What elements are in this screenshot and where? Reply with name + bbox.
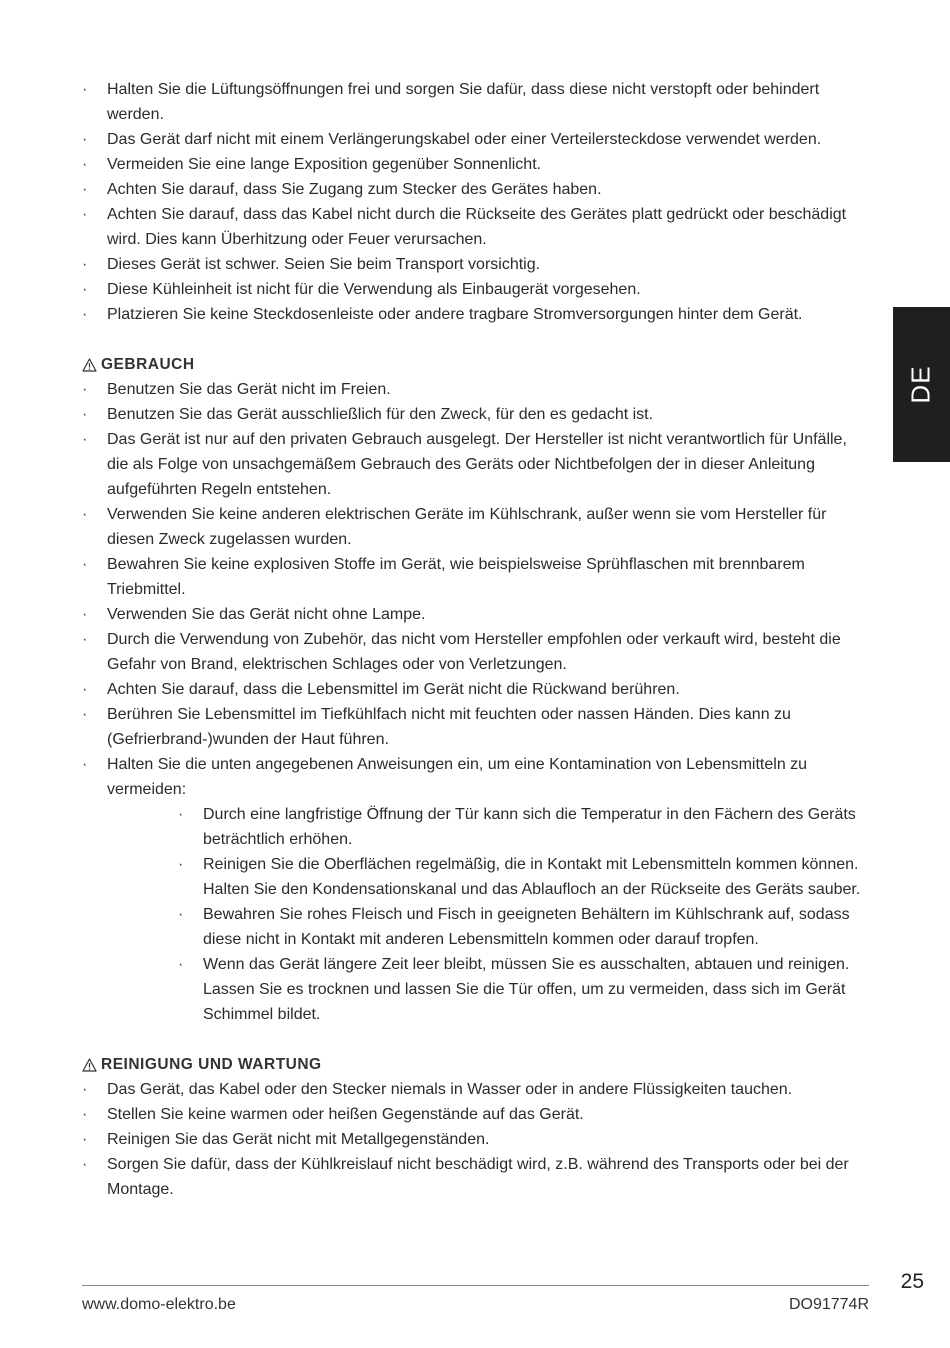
gebrauch-heading <box>82 352 872 377</box>
language-tab <box>893 307 950 462</box>
page-number: 25 <box>900 1270 924 1293</box>
list-item <box>82 552 872 602</box>
list-item-text: Verwenden Sie keine anderen elektrischen Geräte im Kühlschrank, außer wenn sie vom Hersteller für diesen Zweck zugelassen wurden. <box>107 506 827 548</box>
list-item <box>82 377 872 402</box>
list-item-text: Das Gerät ist nur auf den privaten Gebrauch ausgelegt. Der Hersteller ist nicht verantwortlich für Unfälle, die als Folge von unsachgemäßem Gebrauch des Geräts oder Nichtbefolgen der in dieser Anleitung aufgeführten Regeln entstehen. <box>107 431 847 498</box>
list-item-text: Platzieren Sie keine Steckdosenleiste oder andere tragbare Stromversorgungen hinter dem Gerät. <box>107 306 803 323</box>
list-item-text: Bewahren Sie rohes Fleisch und Fisch in geeigneten Behältern im Kühlschrank auf, sodass diese nicht in Kontakt mit anderen Lebensmitteln kommen oder darauf tropfen. <box>203 906 850 948</box>
list-item-text: Reinigen Sie das Gerät nicht mit Metallgegenständen. <box>107 1131 490 1148</box>
reinigung-list <box>82 1077 872 1202</box>
bullet-marker: · <box>82 1156 88 1173</box>
bullet-marker: · <box>82 181 88 198</box>
gebrauch-sub-list <box>82 802 872 1027</box>
bullet-marker: · <box>178 906 184 923</box>
bullet-marker: · <box>82 1081 88 1098</box>
list-item <box>82 602 872 627</box>
list-item <box>82 1127 872 1152</box>
list-item-text: Achten Sie darauf, dass das Kabel nicht durch die Rückseite des Gerätes platt gedrückt oder beschädigt wird. Dies kann Überhitzung oder Feuer verursachen. <box>107 206 847 248</box>
list-item-text: Dieses Gerät ist schwer. Seien Sie beim Transport vorsichtig. <box>107 256 541 273</box>
list-item <box>82 1102 872 1127</box>
list-item-text: Das Gerät darf nicht mit einem Verlängerungskabel oder einer Verteilersteckdose verwendet werden. <box>107 131 822 148</box>
list-item-text: Benutzen Sie das Gerät ausschließlich für den Zweck, für den es gedacht ist. <box>107 406 654 423</box>
footer-url: www.domo-elektro.be <box>82 1296 236 1313</box>
bullet-marker: · <box>82 156 88 173</box>
list-item-text: Reinigen Sie die Oberflächen regelmäßig, die in Kontakt mit Lebensmitteln kommen können. Halten Sie den Kondensationskanal und das Ablaufloch an der Rückseite des Geräts sauber. <box>203 856 861 898</box>
bullet-marker: · <box>82 281 88 298</box>
list-item-text: Verwenden Sie das Gerät nicht ohne Lampe. <box>107 606 426 623</box>
list-item <box>82 302 872 327</box>
list-item <box>178 802 872 852</box>
warning-triangle-icon <box>82 358 97 372</box>
bullet-marker: · <box>82 1106 88 1123</box>
bullet-marker: · <box>178 806 184 823</box>
list-item-text: Bewahren Sie keine explosiven Stoffe im Gerät, wie beispielsweise Sprühflaschen mit brennbarem Triebmittel. <box>107 556 805 598</box>
bullet-marker: · <box>178 956 184 973</box>
list-item-text: Halten Sie die Lüftungsöffnungen frei und sorgen Sie dafür, dass diese nicht verstopft oder behindert werden. <box>107 81 820 123</box>
list-item-text: Stellen Sie keine warmen oder heißen Gegenstände auf das Gerät. <box>107 1106 584 1123</box>
list-item <box>82 677 872 702</box>
reinigung-heading <box>82 1052 872 1077</box>
bullet-marker: · <box>82 506 88 523</box>
list-item <box>82 627 872 677</box>
bullet-marker: · <box>82 681 88 698</box>
list-item <box>82 152 872 177</box>
bullet-marker: · <box>82 81 88 98</box>
bullet-marker: · <box>82 756 88 773</box>
list-item <box>82 702 872 752</box>
list-item <box>82 252 872 277</box>
list-item <box>82 77 872 127</box>
footer-model-number: DO91774R <box>788 1296 869 1313</box>
list-item-text: Durch eine langfristige Öffnung der Tür kann sich die Temperatur in den Fächern des Geräts beträchtlich erhöhen. <box>203 806 856 848</box>
list-item-text: Achten Sie darauf, dass Sie Zugang zum Stecker des Gerätes haben. <box>107 181 602 198</box>
list-item <box>82 502 872 552</box>
bullet-marker: · <box>82 606 88 623</box>
list-item <box>178 902 872 952</box>
list-item <box>82 1152 872 1202</box>
list-item-text: Durch die Verwendung von Zubehör, das nicht vom Hersteller empfohlen oder verkauft wird, besteht die Gefahr von Brand, elektrischen Schlages oder von Verletzungen. <box>107 631 841 673</box>
bullet-marker: · <box>82 431 88 448</box>
bullet-marker: · <box>82 706 88 723</box>
list-item-text: Sorgen Sie dafür, dass der Kühlkreislauf nicht beschädigt wird, z.B. während des Transports oder bei der Montage. <box>107 1156 849 1198</box>
list-item-text: Halten Sie die unten angegebenen Anweisungen ein, um eine Kontamination von Lebensmitteln zu vermeiden: <box>107 756 808 798</box>
manual-content <box>82 77 872 1202</box>
list-item <box>82 177 872 202</box>
bullet-marker: · <box>82 631 88 648</box>
intro-list <box>82 77 872 327</box>
list-item-text: Vermeiden Sie eine lange Exposition gegenüber Sonnenlicht. <box>107 156 542 173</box>
gebrauch-list <box>82 377 872 802</box>
bullet-marker: · <box>82 1131 88 1148</box>
list-item-text: Achten Sie darauf, dass die Lebensmittel im Gerät nicht die Rückwand berühren. <box>107 681 680 698</box>
footer-divider <box>82 1285 869 1286</box>
list-item-text: Berühren Sie Lebensmittel im Tiefkühlfach nicht mit feuchten oder nassen Händen. Dies kann zu (Gefrierbrand-)wunden der Haut führen. <box>107 706 791 748</box>
list-item <box>82 1077 872 1102</box>
bullet-marker: · <box>82 306 88 323</box>
list-item <box>82 202 872 252</box>
bullet-marker: · <box>82 381 88 398</box>
list-item <box>178 952 872 1027</box>
list-item-text: Benutzen Sie das Gerät nicht im Freien. <box>107 381 391 398</box>
list-item <box>82 427 872 502</box>
bullet-marker: · <box>82 556 88 573</box>
list-item <box>82 127 872 152</box>
list-item-text: Diese Kühleinheit ist nicht für die Verwendung als Einbaugerät vorgesehen. <box>107 281 641 298</box>
list-item <box>82 402 872 427</box>
bullet-marker: · <box>82 256 88 273</box>
language-tab-label: DE <box>906 365 936 404</box>
bullet-marker: · <box>82 131 88 148</box>
reinigung-heading-text: REINIGUNG UND WARTUNG <box>101 1056 322 1073</box>
warning-triangle-icon <box>82 1058 97 1072</box>
list-item-text: Wenn das Gerät längere Zeit leer bleibt, müssen Sie es ausschalten, abtauen und reinigen. Lassen Sie es trocknen und lassen Sie die Tür offen, um zu vermeiden, dass sich im Gerät Schimmel bildet. <box>203 956 850 1023</box>
bullet-marker: · <box>178 856 184 873</box>
list-item <box>82 752 872 802</box>
gebrauch-heading-text: GEBRAUCH <box>101 356 195 373</box>
bullet-marker: · <box>82 406 88 423</box>
list-item-text: Das Gerät, das Kabel oder den Stecker niemals in Wasser oder in andere Flüssigkeiten tauchen. <box>107 1081 793 1098</box>
list-item <box>178 852 872 902</box>
list-item <box>82 277 872 302</box>
bullet-marker: · <box>82 206 88 223</box>
